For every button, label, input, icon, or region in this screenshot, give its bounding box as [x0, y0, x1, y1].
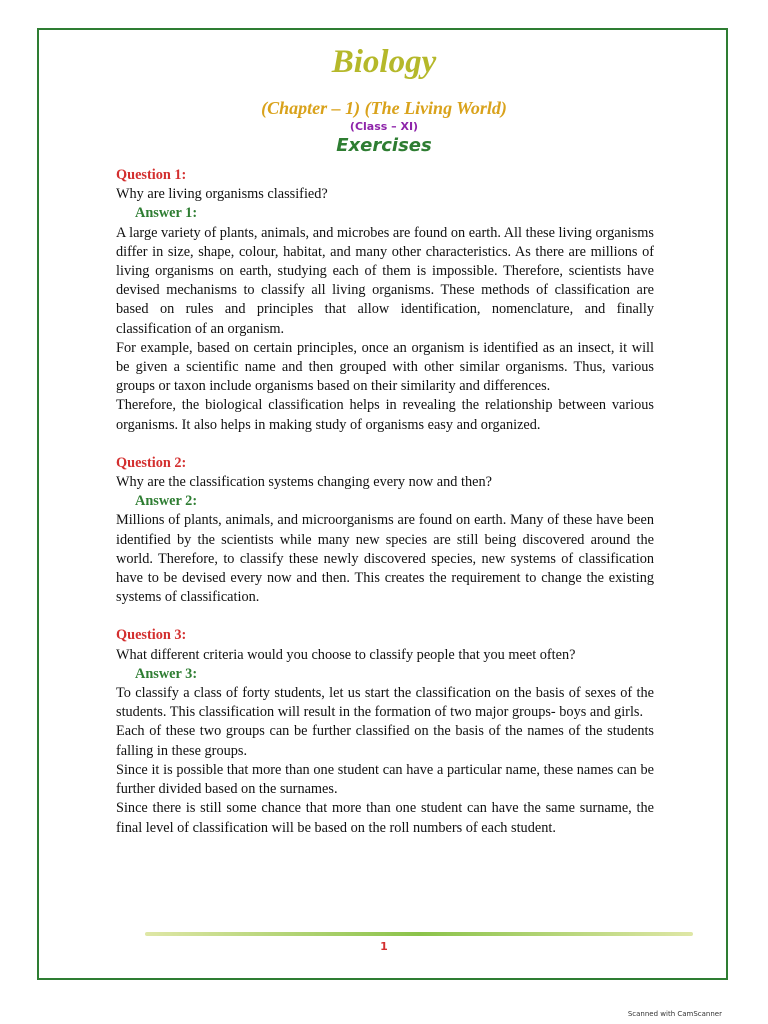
- answer-label: Answer 3:: [135, 665, 198, 682]
- chapter-heading: (Chapter – 1) (The Living World): [261, 98, 507, 118]
- question-text: What different criteria would you choose to classify people that you meet often?: [116, 646, 576, 663]
- answer-paragraph: A large variety of plants, animals, and microbes are found on earth. All these living organisms differ in size, shape, colour, habitat, and many other characteristics. As there are millions of living organisms on earth, studying each of them is impossible. Therefore, scientists have devised mechanisms to classify all living organisms. These methods of classification are based on rules and principles that allow identification, nomenclature, and finally classification of an organism.: [116, 224, 654, 337]
- document-title: Biology: [331, 44, 437, 80]
- scanner-watermark: Scanned with CamScanner: [627, 1010, 722, 1018]
- answer-paragraph: Millions of plants, animals, and microorganisms are found on earth. Many of these have been identified by the scientists while many new species are still being discovered around the world. Therefore, to classify these newly discovered species, new systems of classification have to be devised every now and then. This creates the requirement to change the existing systems of classification.: [116, 512, 654, 606]
- qa-block-1: [116, 166, 654, 435]
- question-label: Question 2:: [116, 454, 187, 471]
- question-text: Why are living organisms classified?: [116, 186, 328, 203]
- qa-block-2: [116, 454, 654, 608]
- section-heading: Exercises: [336, 135, 432, 156]
- answer-paragraph: Each of these two groups can be further classified on the basis of the names of the students falling in these groups.: [116, 723, 654, 759]
- class-label: (Class – XI): [349, 120, 419, 133]
- answer-paragraph: Since there is still some chance that more than one student can have the same surname, the final level of classification will be based on the roll numbers of each student.: [116, 800, 654, 836]
- question-text: Why are the classification systems changing every now and then?: [116, 474, 492, 491]
- qa-block-3: [116, 626, 654, 837]
- page-number: 1: [380, 940, 388, 953]
- answer-paragraph: Therefore, the biological classification helps in revealing the relationship between various organisms. It also helps in making study of organisms easy and organized.: [116, 397, 654, 433]
- question-label: Question 3:: [116, 627, 187, 644]
- answer-label: Answer 1:: [135, 205, 198, 222]
- exercise-content: [116, 166, 654, 838]
- footer-divider: [145, 932, 693, 936]
- answer-paragraph: Since it is possible that more than one student can have a particular name, these names can be further divided based on the surnames.: [116, 761, 654, 798]
- answer-paragraph: For example, based on certain principles, once an organism is identified as an insect, it will be given a scientific name and then grouped with other similar organisms. Thus, various groups or taxon include organisms based on their similarity and differences.: [116, 339, 654, 395]
- question-label: Question 1:: [116, 167, 187, 183]
- answer-paragraph: To classify a class of forty students, let us start the classification on the basis of sexes of the students. This classification will result in the formation of two major groups- boys and girls.: [116, 685, 654, 721]
- answer-label: Answer 2:: [135, 493, 198, 510]
